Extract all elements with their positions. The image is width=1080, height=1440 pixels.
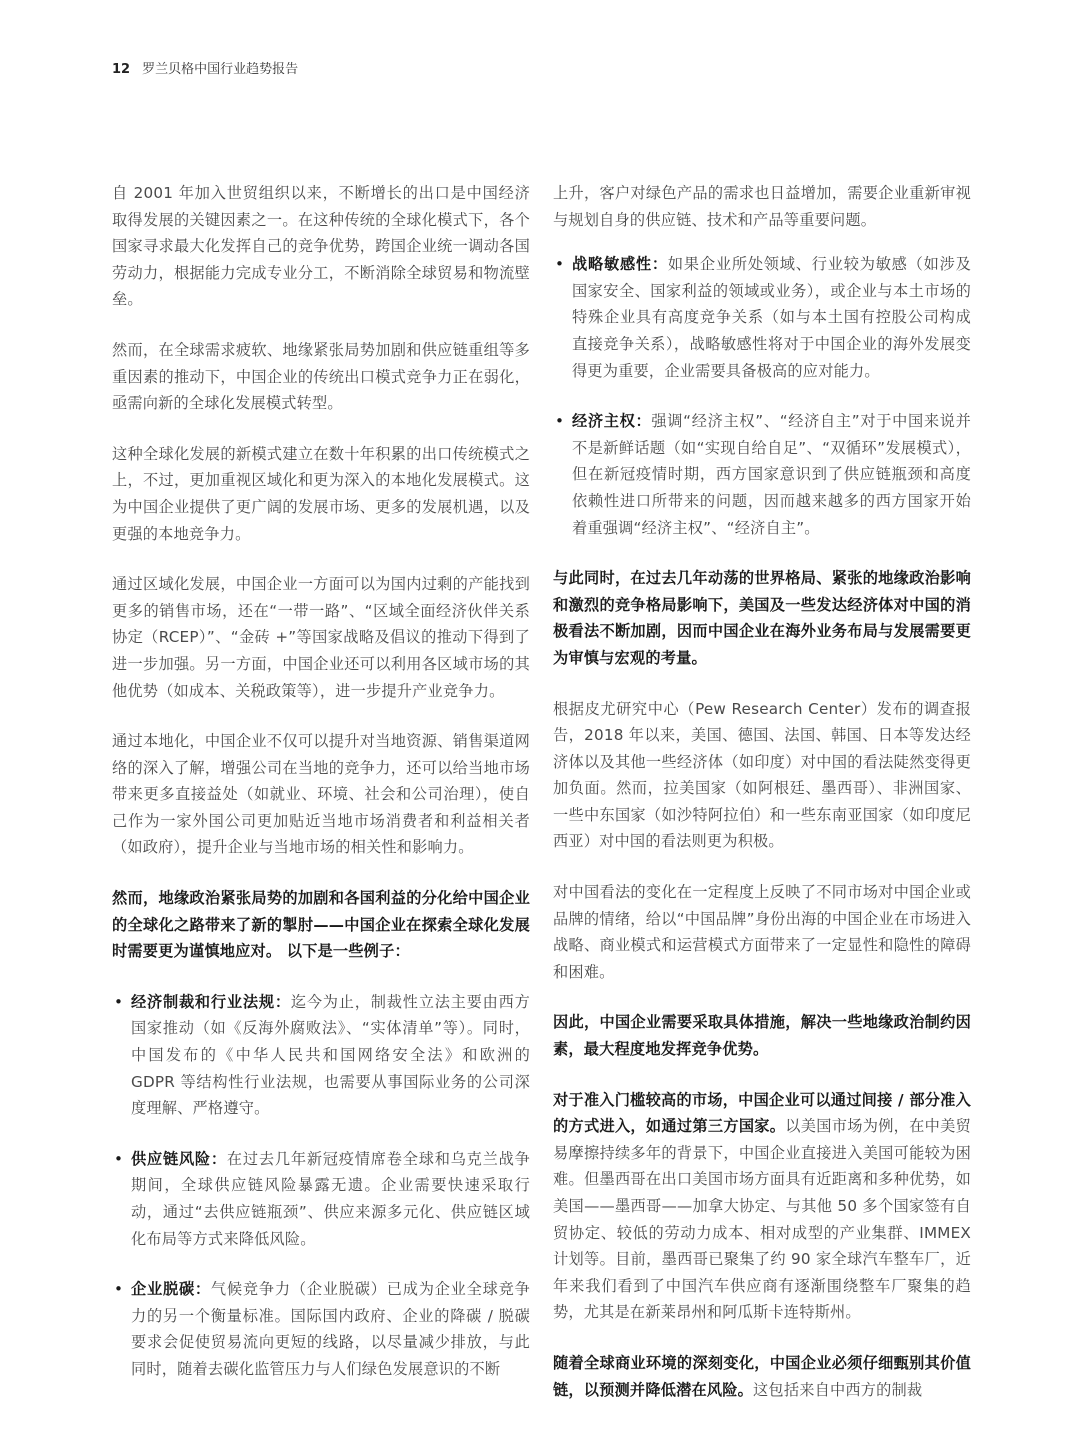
- list-item-term: 供应链风险：: [131, 1149, 227, 1168]
- list-item-text: 在过去几年新冠疫情席卷全球和乌克兰战争期间，全球供应链风险暴露无遗。企业需要快速采取行动，通过“去供应链瓶颈”、供应来源多元化、供应链区域化布局等方式来降低风险。: [131, 1149, 530, 1248]
- list-item: [112, 1276, 530, 1382]
- paragraph: 通过区域化发展，中国企业一方面可以为国内过剩的产能找到更多的销售市场，还在“一带一路”、“区域全面经济伙伴关系协定（RCEP）”、“金砖 +”等国家战略及倡议的推动下得到了进一步加强。另一方面，中国企业还可以利用各区域市场的其他优势（如成本、关税政策等），进一步提升产业竞争力。: [112, 575, 530, 700]
- list-item-text: 强调“经济主权”、“经济自主”对于中国来说并不是新鲜话题（如“实现自给自足”、“双循环”发展模式），但在新冠疫情时期，西方国家意识到了供应链瓶颈和高度依赖性进口所带来的问题，因而越来越多的西方国家开始着重强调“经济主权”、“经济自主”。: [572, 412, 972, 537]
- list-item: [112, 1146, 530, 1252]
- lead-in-bold: 对于准入门槛较高的市场，中国企业可以通过间接 / 部分准入的方式进入，如通过第三方国家。: [553, 1090, 971, 1136]
- report-title: 罗兰贝格中国行业趋势报告: [142, 62, 299, 77]
- list-item-term: 经济主权：: [572, 412, 652, 431]
- list-item: [553, 251, 971, 384]
- list-item-term: 战略敏感性：: [572, 255, 668, 274]
- bold-paragraph: 然而，地缘政治紧张局势的加剧和各国利益的分化给中国企业的全球化之路带来了新的掣肘——中国企业在探索全球化发展时需要更为谨慎地应对。 以下是一些例子：: [112, 889, 530, 961]
- list-item-term: 企业脱碳：: [131, 1280, 211, 1299]
- paragraph: 这种全球化发展的新模式建立在数十年积累的出口传统模式之上，不过，更加重视区域化和更为深入的本地化发展模式。这为中国企业提供了更广阔的发展市场、更多的发展机遇，以及更强的本地竞争力。: [112, 444, 530, 543]
- paragraph: [553, 1350, 971, 1403]
- page-header: [112, 58, 298, 77]
- paragraph-text: 以美国市场为例，在中美贸易摩擦持续多年的背景下，中国企业直接进入美国可能较为困难。但墨西哥在出口美国市场方面具有近距离和多种优势，如美国——墨西哥——加拿大协定、与其他 50 多个国家签有自贸协定、较低的劳动力成本、相对成型的产业集群、IMMEX 计划等。目前，墨西哥已聚集了约 90 家全球汽车整车厂，近年来我们看到了中国汽车供应商有逐渐围绕整车厂聚集的趋势，尤其是在新莱昂州和阿瓜斯卡连特斯州。: [553, 1117, 972, 1322]
- bullet-list: [553, 251, 971, 541]
- bullet-list: [112, 989, 530, 1383]
- list-item: [112, 989, 530, 1122]
- paragraph: 通过本地化，中国企业不仅可以提升对当地资源、销售渠道网络的深入了解，增强公司在当地的竞争力，还可以给当地市场带来更多直接益处（如就业、环境、社会和公司治理），使自己作为一家外国公司更加贴近当地市场消费者和利益相关者（如政府），提升企业与当地市场的相关性和影响力。: [112, 732, 530, 857]
- bold-paragraph: 因此，中国企业需要采取具体措施，解决一些地缘政治制约因素，最大程度地发挥竞争优势。: [553, 1013, 971, 1059]
- paragraph: 对中国看法的变化在一定程度上反映了不同市场对中国企业或品牌的情绪，给以“中国品牌”身份出海的中国企业在市场进入战略、商业模式和运营模式方面带来了一定显性和隐性的障碍和困难。: [553, 883, 971, 981]
- paragraph: 然而，在全球需求疲软、地缘紧张局势加剧和供应链重组等多重因素的推动下，中国企业的传统出口模式竞争力正在弱化，亟需向新的全球化发展模式转型。: [112, 340, 530, 413]
- paragraph-text: 这包括来自中西方的制裁: [753, 1380, 923, 1399]
- bullet-icon: •: [555, 255, 565, 274]
- list-item: [553, 408, 971, 541]
- paragraph: [553, 1087, 971, 1326]
- paragraph: 自 2001 年加入世贸组织以来，不断增长的出口是中国经济取得发展的关键因素之一。在这种传统的全球化模式下，各个国家寻求最大化发挥自己的竞争优势，跨国企业统一调动各国劳动力，根据能力完成专业分工，不断消除全球贸易和物流壁垒。: [112, 184, 530, 309]
- list-item-text: 如果企业所处领域、行业较为敏感（如涉及国家安全、国家利益的领域或业务），或企业与本土市场的特殊企业具有高度竞争关系（如与本土国有控股公司构成直接竞争关系），战略敏感性将对于中国企业的海外发展变得更为重要，企业需要具备极高的应对能力。: [572, 255, 971, 380]
- bullet-icon: •: [555, 412, 565, 431]
- list-item-term: 经济制裁和行业法规：: [131, 992, 291, 1011]
- bullet-icon: •: [114, 992, 124, 1011]
- lead-in-bold: 随着全球商业环境的深刻变化，中国企业必须仔细甄别其价值链，以预测并降低潜在风险。: [553, 1353, 971, 1399]
- right-column: [553, 180, 971, 1427]
- bullet-icon: •: [114, 1280, 124, 1299]
- list-item-text: 气候竞争力（企业脱碳）已成为企业全球竞争力的另一个衡量标准。国际国内政府、企业的降碳 / 脱碳要求会促使贸易流向更短的线路，以尽量减少排放，与此同时，随着去碳化监管压力与人们绿色发展意识的不断: [131, 1280, 531, 1378]
- bullet-icon: •: [114, 1149, 124, 1168]
- left-column: [112, 180, 530, 1407]
- paragraph: 根据皮尤研究中心（Pew Research Center）发布的调查报告，2018 年以来，美国、德国、法国、韩国、日本等发达经济体以及其他一些经济体（如印度）对中国的看法陡然变得更加负面。然而，拉美国家（如阿根廷、墨西哥）、非洲国家、一些中东国家（如沙特阿拉伯）和一些东南亚国家（如印度尼西亚）对中国的看法则更为积极。: [553, 699, 971, 851]
- list-item-text: 迄今为止，制裁性立法主要由西方国家推动（如《反海外腐败法》、“实体清单”等）。同时，中国发布的《中华人民共和国网络安全法》和欧洲的 GDPR 等结构性行业法规，也需要从事国际业务的公司深度理解、严格遵守。: [131, 992, 531, 1118]
- page-number: 12: [112, 62, 131, 77]
- paragraph: 上升，客户对绿色产品的需求也日益增加，需要企业重新审视与规划自身的供应链、技术和产品等重要问题。: [553, 184, 971, 229]
- bold-paragraph: 与此同时，在过去几年动荡的世界格局、紧张的地缘政治影响和激烈的竞争格局影响下，美国及一些发达经济体对中国的消极看法不断加剧，因而中国企业在海外业务布局与发展需要更为审慎与宏观的考量。: [553, 569, 971, 667]
